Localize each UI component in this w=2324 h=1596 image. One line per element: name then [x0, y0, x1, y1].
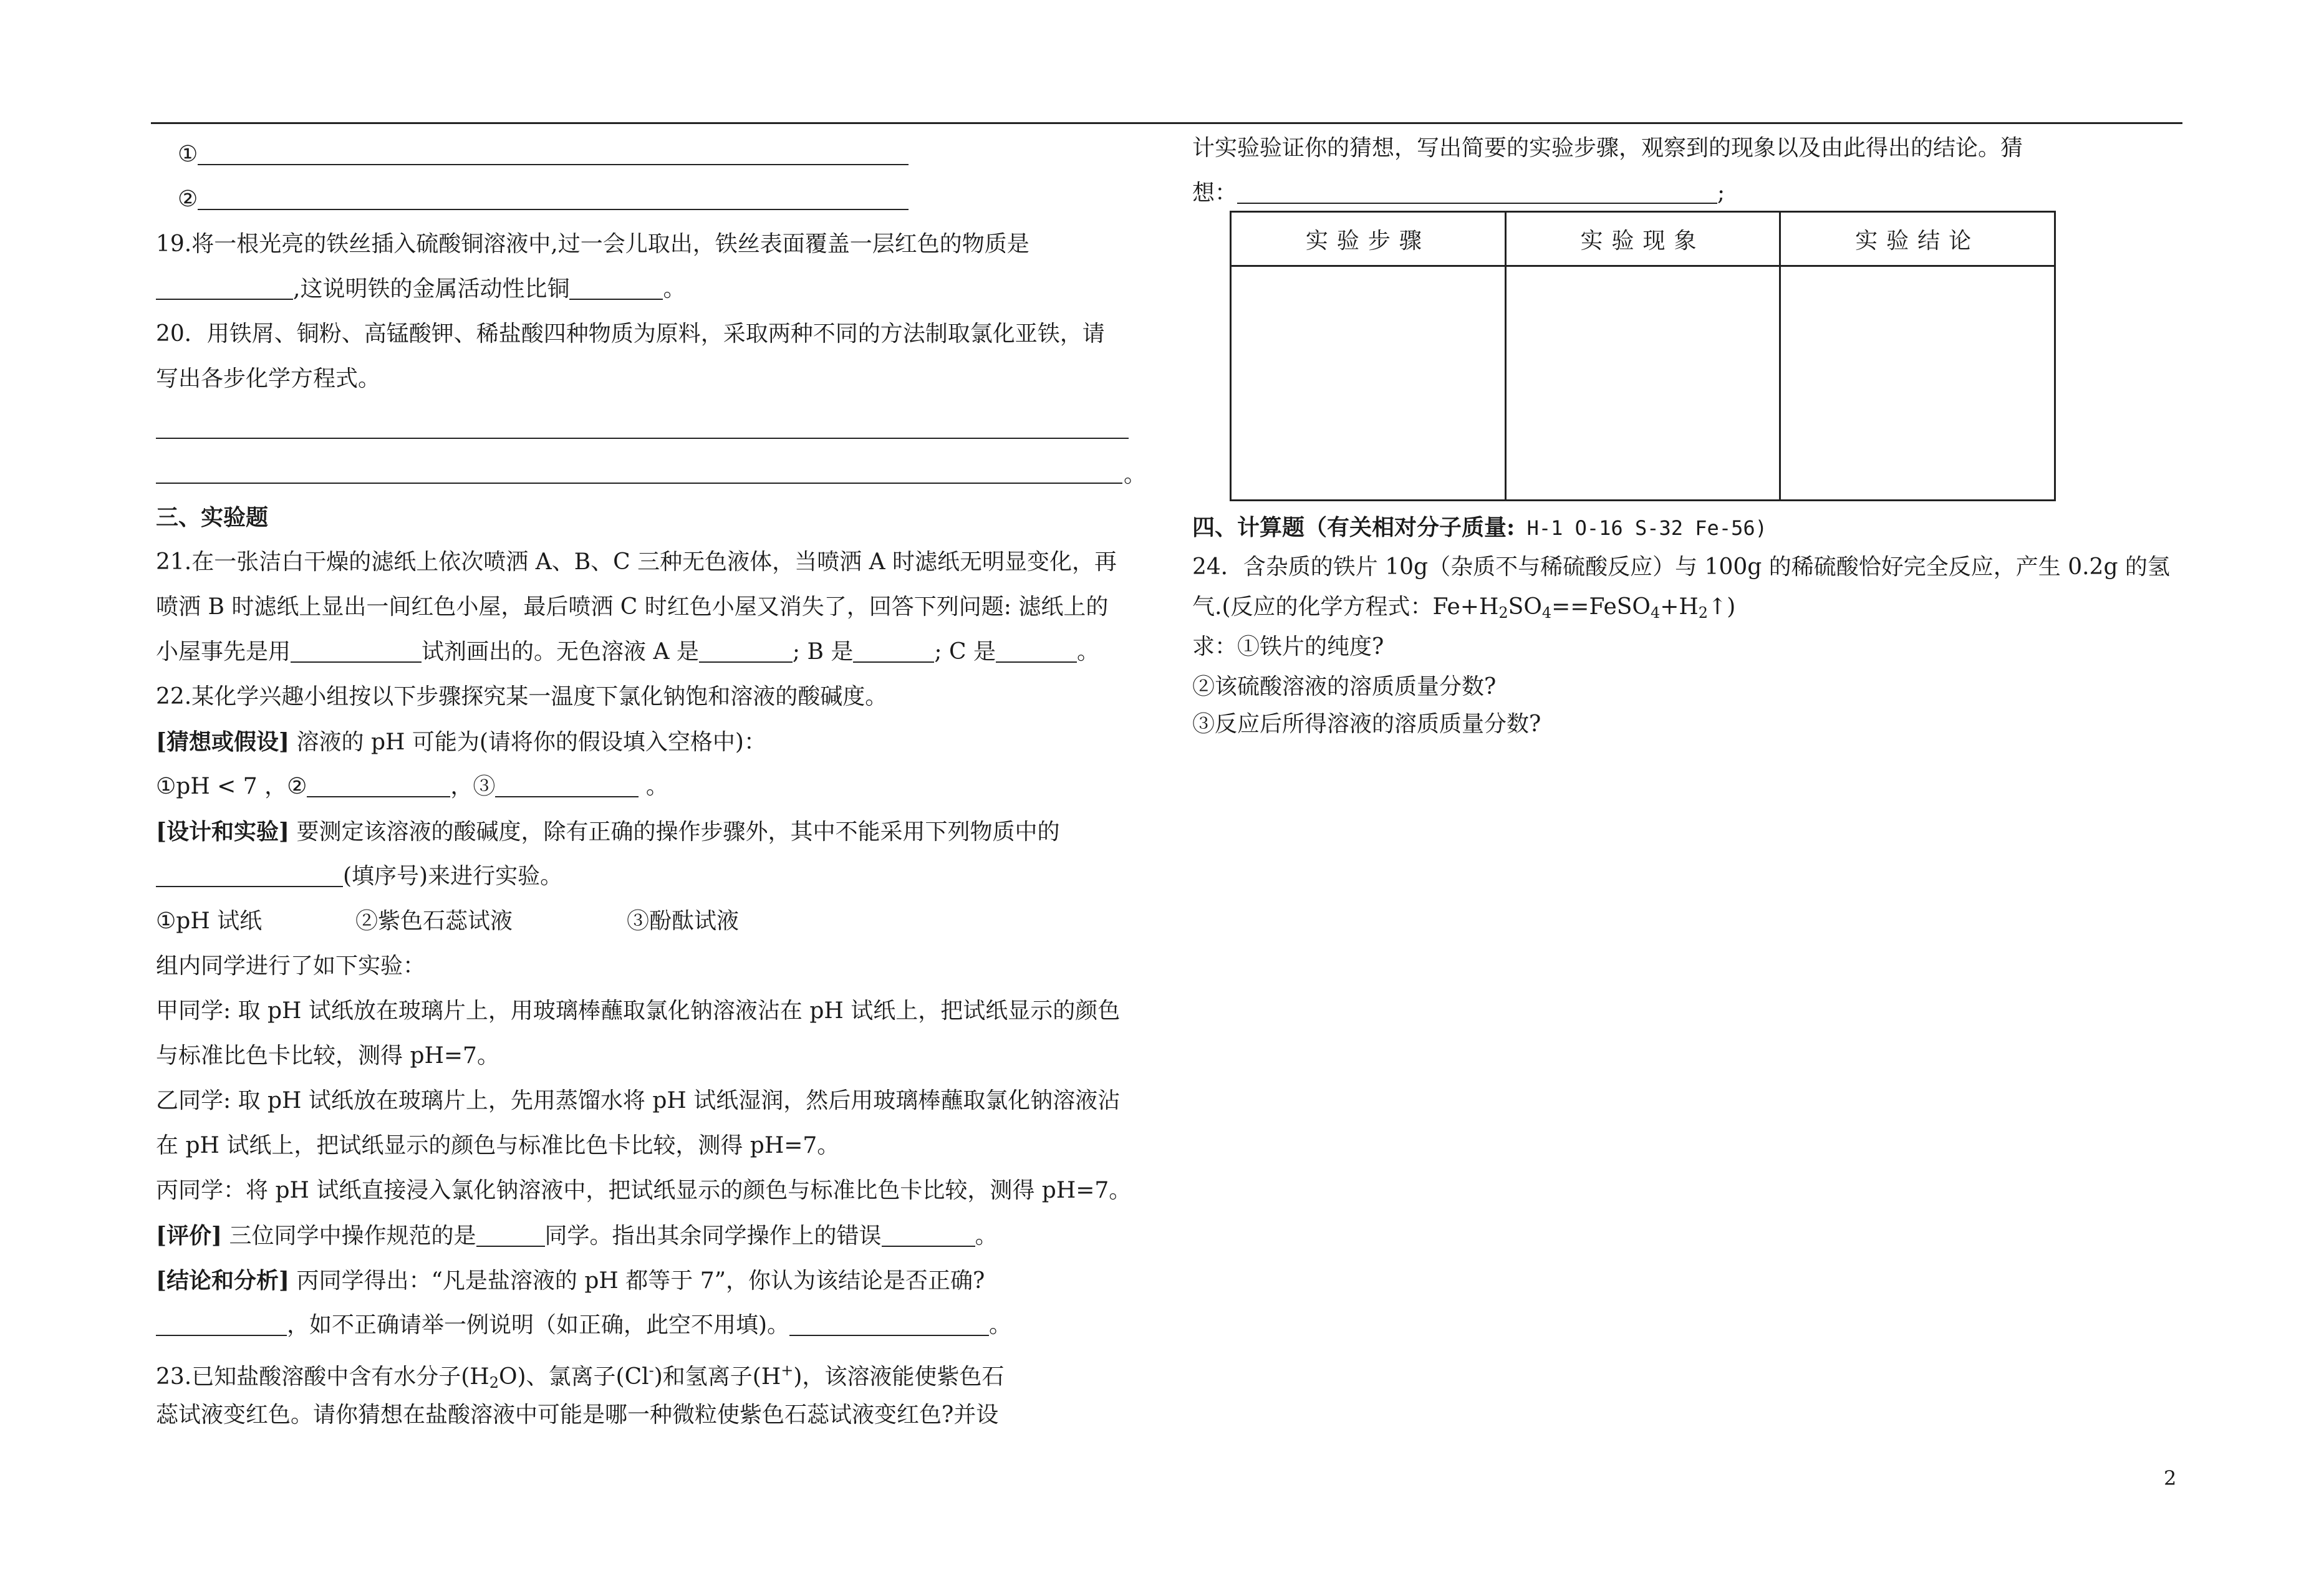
hyp-blank-3[interactable] [495, 775, 639, 797]
q18-answer-1 [178, 141, 909, 168]
q24-line1: 24．含杂质的铁片 10g（杂质不与稀硫酸反应）与 100g 的稀硫酸恰好完全反应，产生 0.2g 的氢 [1192, 554, 2170, 580]
section-3-heading: 三、实验题 [156, 504, 269, 531]
q22-design [156, 818, 1060, 846]
q22-conclusion [156, 1267, 985, 1295]
evaluation-end: 。 [975, 1223, 998, 1249]
header-rule [151, 122, 2182, 124]
q24-ask-3: ③反应后所得溶液的溶质质量分数? [1192, 711, 1541, 737]
conclusion-text: 丙同学得出：“凡是盐溶液的 pH 都等于 7”，你认为该结论是否正确? [296, 1268, 985, 1294]
q22-hypothesis-blanks [156, 773, 668, 800]
cell-phenomena[interactable] [1505, 266, 1780, 501]
header-steps: 实验步骤 [1231, 212, 1506, 266]
q18-blank-1[interactable] [198, 143, 909, 165]
q19-line1: 19.将一根光亮的铁丝插入硫酸铜溶液中,过一会儿取出，铁丝表面覆盖一层红色的物质是 [156, 231, 1029, 257]
q21-line1: 21.在一张洁白干燥的滤纸上依次喷洒 A、B、C 三种无色液体，当喷洒 A 时滤纸无明显变化，再 [156, 549, 1117, 575]
q19-blank-2[interactable] [569, 277, 663, 300]
hypothesis-text: 溶液的 pH 可能为(请将你的假设填入空格中)： [296, 729, 766, 755]
design-label: [设计和实验] [156, 819, 290, 845]
q23-guess [1192, 180, 1725, 207]
q22-options [156, 908, 739, 935]
conclusion-text-2: ，如不正确请举一例说明（如正确，此空不用填)。 [287, 1312, 790, 1338]
q23-line1: 23.已知盐酸溶酸中含有水分子$(H_2O)$、氯离子(Cl-)和氢离子(H+)，该溶液能使紫色石 [156, 1362, 1005, 1392]
guess-label: 想： [1192, 180, 1238, 206]
conclusion-blank-1[interactable] [156, 1314, 287, 1336]
section-4-title: 四、计算题（有关相对分子质量: [1192, 514, 1515, 541]
section-4-heading [1192, 514, 1767, 542]
q19-text: ,这说明铁的金属活动性比铜 [293, 276, 570, 302]
q20-answer-line-2[interactable] [156, 483, 1122, 484]
q22-yi-2: 在 pH 试纸上，把试纸显示的颜色与标准比色卡比较，测得 pH=7。 [156, 1133, 840, 1158]
q21-blank-b[interactable] [853, 640, 934, 663]
page-number: 2 [2164, 1466, 2177, 1490]
q22-hypothesis [156, 728, 766, 756]
cell-conclusion[interactable] [1780, 266, 2055, 501]
q20-line2: 写出各步化学方程式。 [156, 366, 381, 392]
q24-ask-1: 求：①铁片的纯度? [1192, 634, 1384, 660]
q23-line3: 计实验验证你的猜想，写出简要的实验步骤，观察到的现象以及由此得出的结论。猜 [1192, 135, 2023, 161]
evaluation-blank-1[interactable] [476, 1224, 545, 1247]
q21-text-a: 小屋事先是用 [156, 639, 291, 665]
q22-yi-1: 乙同学: 取 pH 试纸放在玻璃片上，先用蒸馏水将 pH 试纸湿润，然后用玻璃棒蘸取氯化钠溶液沾 [156, 1088, 1121, 1113]
hypothesis-label: [猜想或假设] [156, 729, 290, 755]
q20-line1: 20．用铁屑、铜粉、高锰酸钾、稀盐酸四种物质为原料，采取两种不同的方法制取氯化亚铁，请 [156, 321, 1105, 347]
hyp-text-a: ①pH < 7 ，② [156, 774, 307, 799]
evaluation-text-a: 三位同学中操作规范的是 [229, 1223, 476, 1249]
guess-blank[interactable] [1237, 181, 1717, 204]
q19-line2 [156, 276, 685, 303]
q22-bing: 丙同学：将 pH 试纸直接浸入氯化钠溶液中，把试纸显示的颜色与标准比色卡比较，测得 pH=7。 [156, 1178, 1132, 1203]
q20-end: 。 [1124, 462, 1147, 488]
q21-end: 。 [1076, 639, 1099, 665]
q21-text-d: ; C 是 [934, 639, 996, 665]
q24-ask-2: ②该硫酸溶液的溶质质量分数? [1192, 674, 1497, 699]
q21-blank-reagent[interactable] [291, 640, 422, 663]
option-litmus: ②紫色石蕊试液 [355, 908, 513, 934]
q18-item1-label: ① [178, 142, 198, 167]
q18-item2-label: ② [178, 186, 198, 212]
q22-conclusion-blanks [156, 1312, 1011, 1339]
q21-blank-c[interactable] [996, 640, 1077, 663]
cell-steps[interactable] [1231, 266, 1506, 501]
evaluation-text-b: 同学。指出其余同学操作上的错误 [544, 1223, 882, 1249]
guess-end: ; [1717, 180, 1725, 206]
q21-line2: 喷洒 B 时滤纸上显出一间红色小屋，最后喷洒 C 时红色小屋又消失了，回答下列问题: 滤纸上的 [156, 594, 1109, 620]
option-ph-paper: ①pH 试纸 [156, 908, 263, 934]
hyp-blank-2[interactable] [307, 775, 450, 797]
q22-jia-1: 甲同学: 取 pH 试纸放在玻璃片上，用玻璃棒蘸取氯化钠溶液沾在 pH 试纸上，把试纸显示的颜色 [156, 998, 1121, 1024]
q24-line2: 气.(反应的化学方程式：$Fe+H_2SO_4==FeSO_4+H_2↑$) [1192, 594, 1736, 622]
hyp-end: 。 [645, 774, 668, 799]
experiment-table [1230, 211, 2056, 501]
q22-design-fill [156, 863, 562, 890]
header-phenomena: 实验现象 [1505, 212, 1780, 266]
evaluation-label: [评价] [156, 1223, 223, 1249]
option-phenolphthalein: ③酚酞试液 [627, 908, 740, 934]
q22-evaluation [156, 1222, 998, 1250]
q21-text-c: ; B 是 [792, 639, 854, 665]
header-conclusion: 实验结论 [1780, 212, 2055, 266]
q18-blank-2[interactable] [198, 188, 909, 210]
q23-line2: 蕊试液变红色。请你猜想在盐酸溶液中可能是哪一种微粒使紫色石蕊试液变红色?并设 [156, 1402, 999, 1428]
q22-group: 组内同学进行了如下实验： [156, 953, 426, 979]
evaluation-blank-2[interactable] [882, 1224, 975, 1247]
q21-blank-a[interactable] [699, 640, 793, 663]
hyp-text-b: ，③ [450, 774, 496, 799]
conclusion-label: [结论和分析] [156, 1267, 290, 1294]
q19-end: 。 [663, 276, 686, 302]
q19-blank-1[interactable] [156, 277, 293, 300]
experiment-table-row [1231, 266, 2055, 501]
design-blank[interactable] [156, 865, 343, 887]
conclusion-end: 。 [989, 1312, 1012, 1338]
experiment-table-header [1231, 212, 2055, 266]
q22-jia-2: 与标准比色卡比较，测得 pH=7。 [156, 1043, 499, 1069]
q22-line1: 22.某化学兴趣小组按以下步骤探究某一温度下氯化钠饱和溶液的酸碱度。 [156, 684, 888, 709]
design-fill-note: (填序号)来进行实验。 [343, 863, 563, 889]
q20-answer-line-1[interactable] [156, 438, 1129, 439]
q21-line3 [156, 638, 1099, 666]
q18-answer-2 [178, 186, 909, 213]
molar-masses: H-1 O-16 S-32 Fe-56) [1515, 516, 1767, 540]
q21-text-b: 试剂画出的。无色溶液 A 是 [422, 639, 699, 665]
design-text: 要测定该溶液的酸碱度，除有正确的操作步骤外，其中不能采用下列物质中的 [296, 819, 1060, 845]
conclusion-blank-2[interactable] [789, 1314, 989, 1336]
